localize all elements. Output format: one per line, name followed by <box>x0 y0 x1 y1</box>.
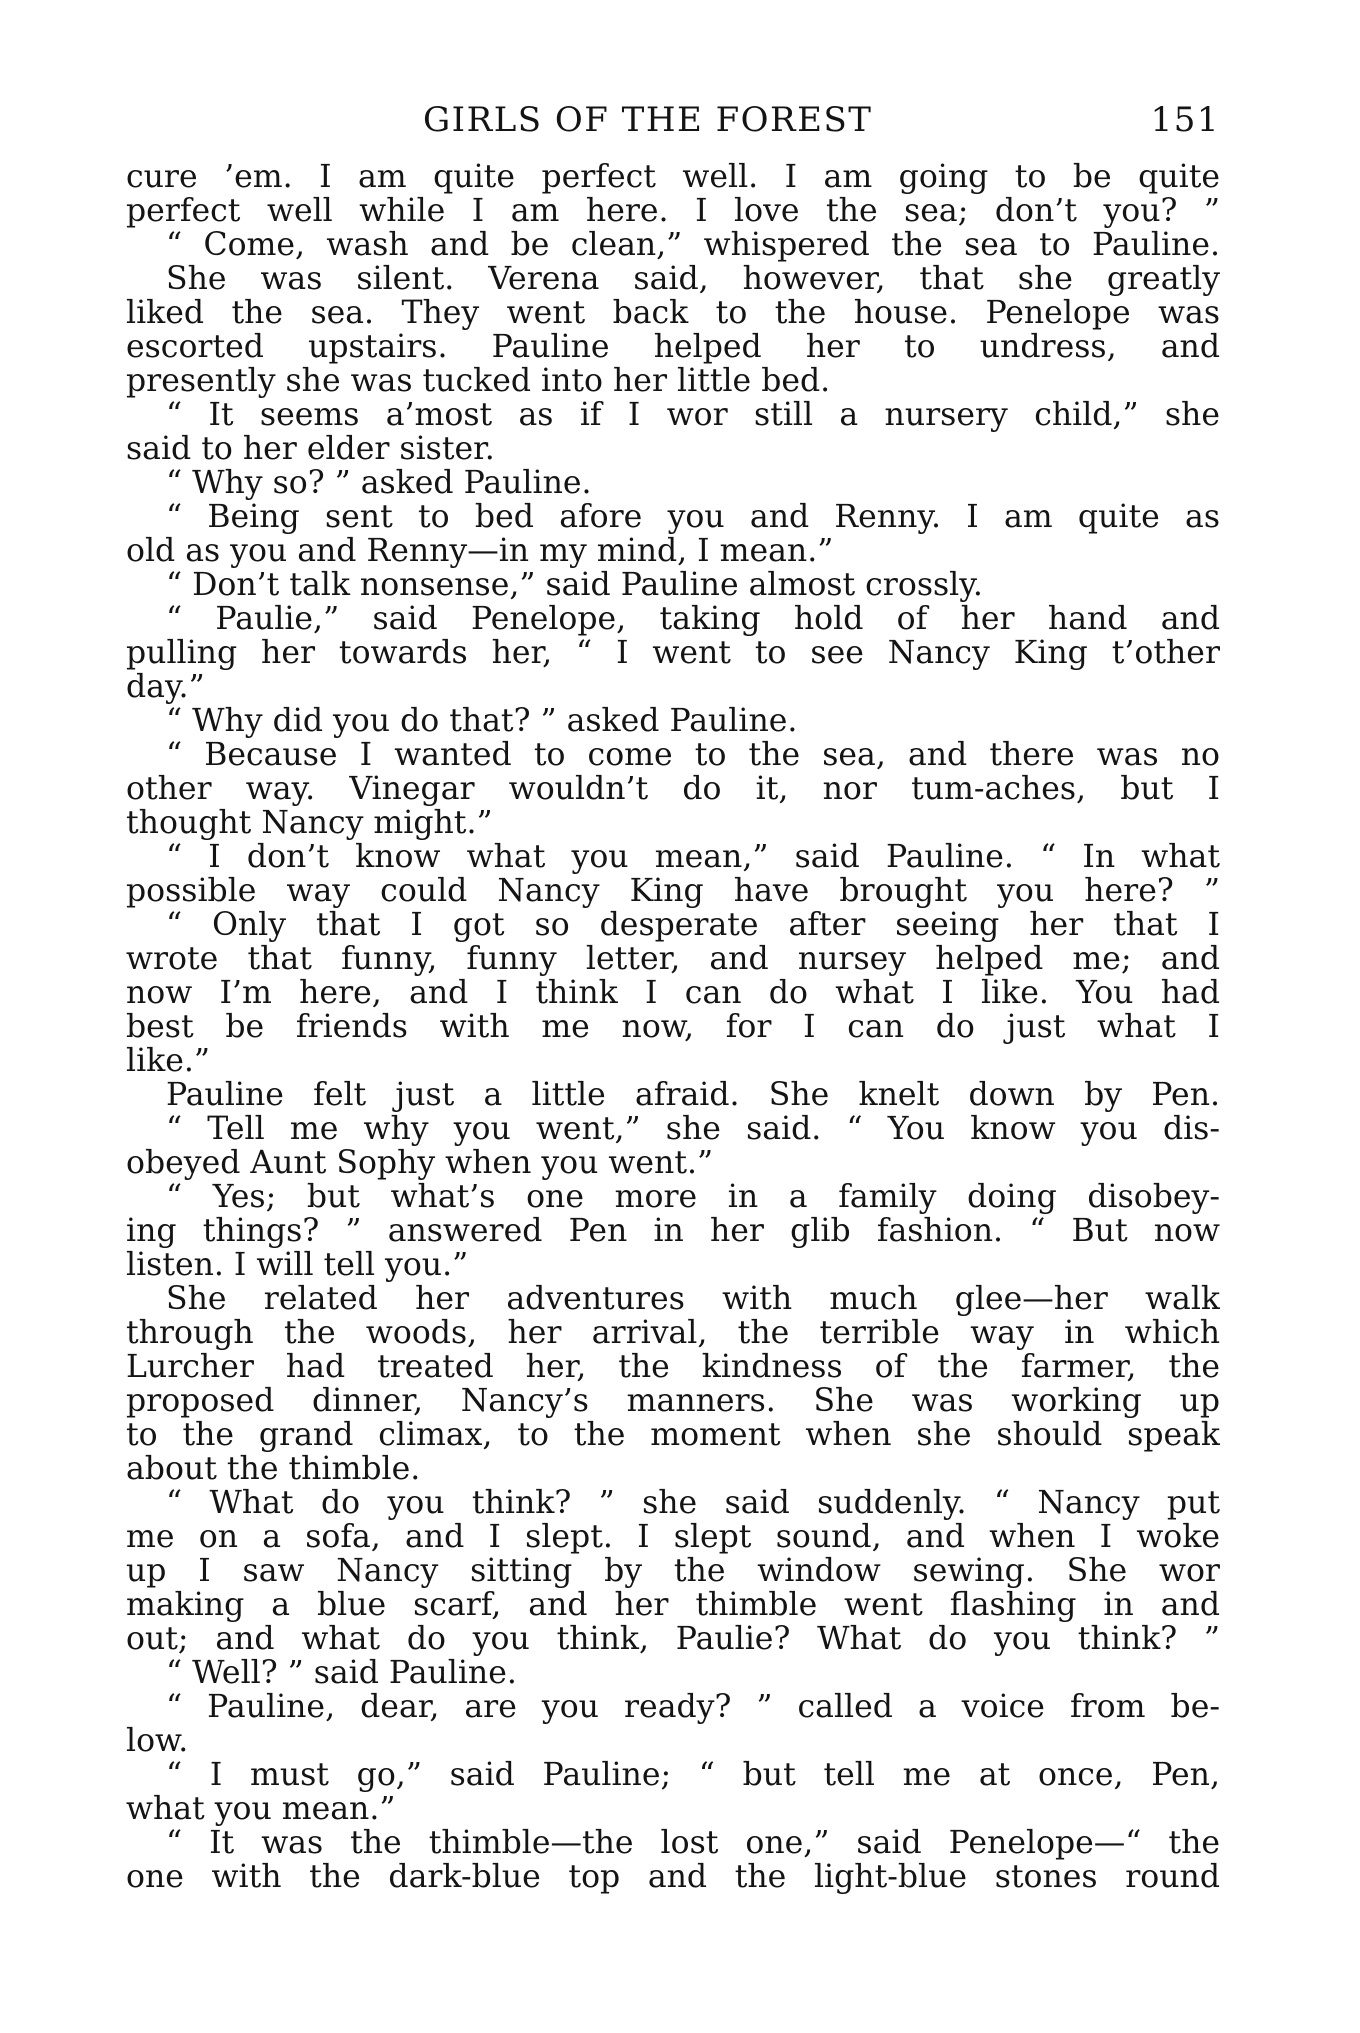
text-line: She related her adventures with much glee—her walk <box>166 1282 1220 1316</box>
text-line: “ It was the thimble—the lost one,” said Penelope—“ the <box>166 1826 1220 1860</box>
text-line: old as you and Renny—in my mind, I mean.” <box>126 534 834 568</box>
text-line: other way. Vinegar wouldn’t do it, nor tum-aches, but I <box>126 772 1220 806</box>
text-line: perfect well while I am here. I love the sea; don’t you? ” <box>126 194 1220 228</box>
text-line: “ Tell me why you went,” she said. “ You know you dis- <box>166 1112 1220 1146</box>
text-line: proposed dinner, Nancy’s manners. She was working up <box>126 1384 1220 1418</box>
book-page <box>126 100 1220 1894</box>
text-line: “ Because I wanted to come to the sea, and there was no <box>166 738 1220 772</box>
text-line: “ Pauline, dear, are you ready? ” called a voice from be- <box>166 1690 1220 1724</box>
text-line: through the woods, her arrival, the terrible way in which <box>126 1316 1220 1350</box>
text-line: presently she was tucked into her little bed. <box>126 364 831 398</box>
text-line: “ Why did you do that? ” asked Pauline. <box>166 704 798 738</box>
text-line: said to her elder sister. <box>126 432 495 466</box>
text-line: Lurcher had treated her, the kindness of the farmer, the <box>126 1350 1220 1384</box>
text-line: pulling her towards her, “ I went to see Nancy King t’other <box>126 636 1220 670</box>
text-line: “ I don’t know what you mean,” said Pauline. “ In what <box>166 840 1220 874</box>
text-line: She was silent. Verena said, however, that she greatly <box>166 262 1220 296</box>
running-title: GIRLS OF THE FOREST <box>423 100 873 140</box>
text-line: “ I must go,” said Pauline; “ but tell me at once, Pen, <box>166 1758 1220 1792</box>
text-line: best be friends with me now, for I can do just what I <box>126 1010 1220 1044</box>
text-line: “ Come, wash and be clean,” whispered the sea to Pauline. <box>166 228 1220 262</box>
text-line: possible way could Nancy King have brought you here? ” <box>126 874 1220 908</box>
text-line: liked the sea. They went back to the house. Penelope was <box>126 296 1220 330</box>
text-line: Pauline felt just a little afraid. She knelt down by Pen. <box>166 1078 1220 1112</box>
text-line: low. <box>126 1724 189 1758</box>
text-line: what you mean.” <box>126 1792 396 1826</box>
text-line: “ Well? ” said Pauline. <box>166 1656 517 1690</box>
text-line: “ Why so? ” asked Pauline. <box>166 466 592 500</box>
text-line: now I’m here, and I think I can do what I like. You had <box>126 976 1220 1010</box>
text-line: “ Only that I got so desperate after seeing her that I <box>166 908 1220 942</box>
text-line: “ Paulie,” said Penelope, taking hold of her hand and <box>166 602 1220 636</box>
text-line: wrote that funny, funny letter, and nursey helped me; and <box>126 942 1220 976</box>
text-line: escorted upstairs. Pauline helped her to undress, and <box>126 330 1220 364</box>
text-line: up I saw Nancy sitting by the window sewing. She wor <box>126 1554 1220 1588</box>
text-line: “ Yes; but what’s one more in a family doing disobey- <box>166 1180 1220 1214</box>
text-line: “ What do you think? ” she said suddenly. “ Nancy put <box>166 1486 1220 1520</box>
text-line: “ It seems a’most as if I wor still a nursery child,” she <box>166 398 1220 432</box>
text-line: cure ’em. I am quite perfect well. I am going to be quite <box>126 160 1220 194</box>
text-line: making a blue scarf, and her thimble went flashing in and <box>126 1588 1220 1622</box>
text-line: day.” <box>126 670 205 704</box>
text-line: to the grand climax, to the moment when she should speak <box>126 1418 1220 1452</box>
text-line: “ Being sent to bed afore you and Renny. I am quite as <box>166 500 1220 534</box>
text-line: listen. I will tell you.” <box>126 1248 469 1282</box>
text-line: one with the dark-blue top and the light-blue stones round <box>126 1860 1220 1894</box>
running-head <box>126 100 1220 146</box>
page-number: 151 <box>1150 100 1220 140</box>
text-line: thought Nancy might.” <box>126 806 493 840</box>
text-line: me on a sofa, and I slept. I slept sound, and when I woke <box>126 1520 1220 1554</box>
text-line: “ Don’t talk nonsense,” said Pauline almost crossly. <box>166 568 983 602</box>
text-line: like.” <box>126 1044 210 1078</box>
text-line: about the thimble. <box>126 1452 421 1486</box>
text-line: ing things? ” answered Pen in her glib fashion. “ But now <box>126 1214 1220 1248</box>
text-line: out; and what do you think, Paulie? What do you think? ” <box>126 1622 1220 1656</box>
text-line: obeyed Aunt Sophy when you went.” <box>126 1146 714 1180</box>
body-text <box>126 160 1220 1894</box>
